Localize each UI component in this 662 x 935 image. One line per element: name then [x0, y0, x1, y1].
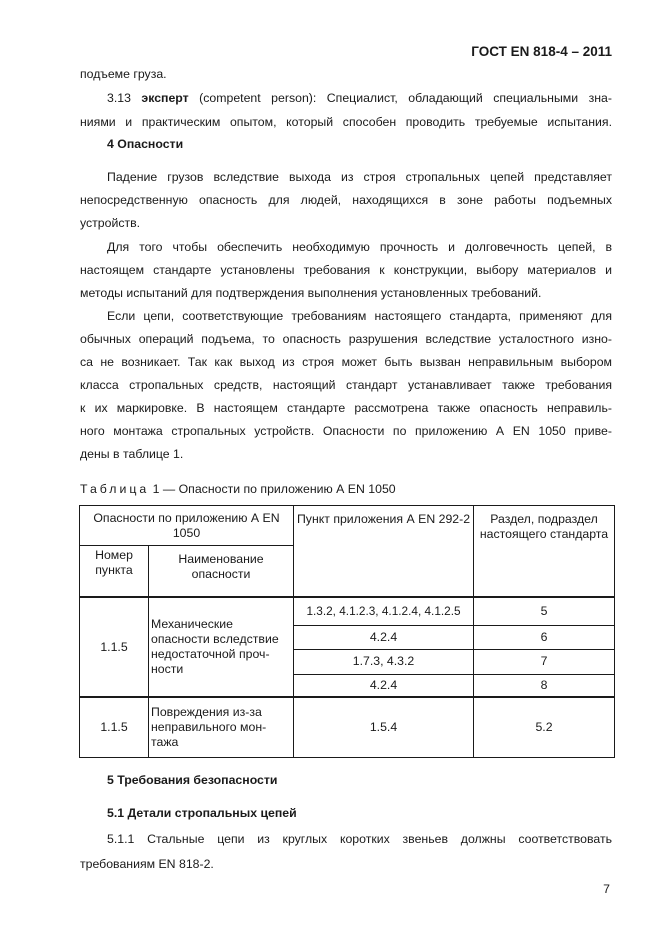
- document-header: ГОСТ EN 818-4 – 2011: [471, 44, 612, 59]
- text-line: дены в таблице 1.: [80, 447, 184, 461]
- definition-text: (competent person): Специалист, обладающий специальными зна-: [188, 91, 612, 105]
- cell-number: 1.1.5: [80, 697, 149, 758]
- text-line: ного монтажа стропальных устройств. Опасности по приложению А EN 1050 приве-: [80, 424, 612, 438]
- text-line: са не возникает. Так как выход из строя может быть вызван неправильным выбором: [80, 355, 612, 369]
- text-line: к их маркировке. В настоящем стандарте рассмотрена также опасность неправиль-: [80, 401, 612, 415]
- definition-3-13: [107, 91, 612, 105]
- section-heading-5: 5 Требования безопасности: [107, 773, 278, 787]
- text-line: класса стропальных средств, настоящий стандарт устанавливает также требования: [80, 378, 612, 392]
- cell-clause: 1.7.3, 4.3.2: [294, 649, 474, 674]
- cell-hazard-name: Механические опасности вследствие недостаточной проч-ности: [149, 597, 294, 696]
- header-section: Раздел, подраздел настоящего стандарта: [474, 506, 615, 598]
- cell-clause: 4.2.4: [294, 626, 474, 650]
- defined-term: эксперт: [141, 91, 189, 105]
- table-caption: [80, 482, 396, 496]
- text-line: настоящем стандарте установлены требования к конструкции, выбору материалов и: [80, 263, 612, 277]
- text-line: подъеме груза.: [80, 67, 167, 81]
- cell-clause: 4.2.4: [294, 674, 474, 697]
- table-caption-word: Таблица: [80, 482, 150, 496]
- text-line: ниями и практическим опытом, который способен проводить требуемые испытания.: [80, 115, 612, 129]
- header-hazards-group: Опасности по приложению А EN 1050: [80, 506, 294, 546]
- hazards-table: [79, 505, 615, 758]
- cell-number: 1.1.5: [80, 597, 149, 696]
- clause-number: 3.13: [107, 91, 142, 105]
- cell-hazard-name: Повреждения из-за неправильного мон-тажа: [149, 697, 294, 758]
- text-line: устройств.: [80, 216, 141, 230]
- text-line: непосредственную опасность для людей, находящихся в зоне работы подъемных: [80, 193, 612, 207]
- cell-clause: 1.3.2, 4.1.2.3, 4.1.2.4, 4.1.2.5: [294, 597, 474, 625]
- cell-section: 7: [474, 649, 615, 674]
- cell-section: 5: [474, 597, 615, 625]
- text-line: требованиям EN 818-2.: [80, 857, 214, 871]
- table-caption-text: 1 — Опасности по приложению А EN 1050: [149, 482, 396, 496]
- header-name: Наименование опасности: [149, 546, 294, 598]
- header-number: Номер пункта: [80, 546, 149, 598]
- text-line: Если цепи, соответствующие требованиям настоящего стандарта, применяют для: [107, 309, 612, 323]
- text-line: Для того чтобы обеспечить необходимую прочность и долговечность цепей, в: [107, 240, 612, 254]
- text-line: Падение грузов вследствие выхода из строя стропальных цепей представляет: [107, 170, 612, 184]
- cell-section: 5.2: [474, 697, 615, 758]
- header-clause: Пункт приложения А EN 292-2: [294, 506, 474, 598]
- section-heading-5-1: 5.1 Детали стропальных цепей: [107, 806, 297, 820]
- page-number: 7: [603, 882, 610, 896]
- text-line: обычных операций подъема, то опасность разрушения вследствие усталостного изно-: [80, 332, 612, 346]
- text-line: 5.1.1 Стальные цепи из круглых коротких звеньев должны соответствовать: [107, 832, 612, 846]
- cell-clause: 1.5.4: [294, 697, 474, 758]
- section-heading-4: 4 Опасности: [107, 137, 184, 151]
- text-line: методы испытаний для подтверждения выполнения установленных требований.: [80, 286, 542, 300]
- cell-section: 8: [474, 674, 615, 697]
- cell-section: 6: [474, 626, 615, 650]
